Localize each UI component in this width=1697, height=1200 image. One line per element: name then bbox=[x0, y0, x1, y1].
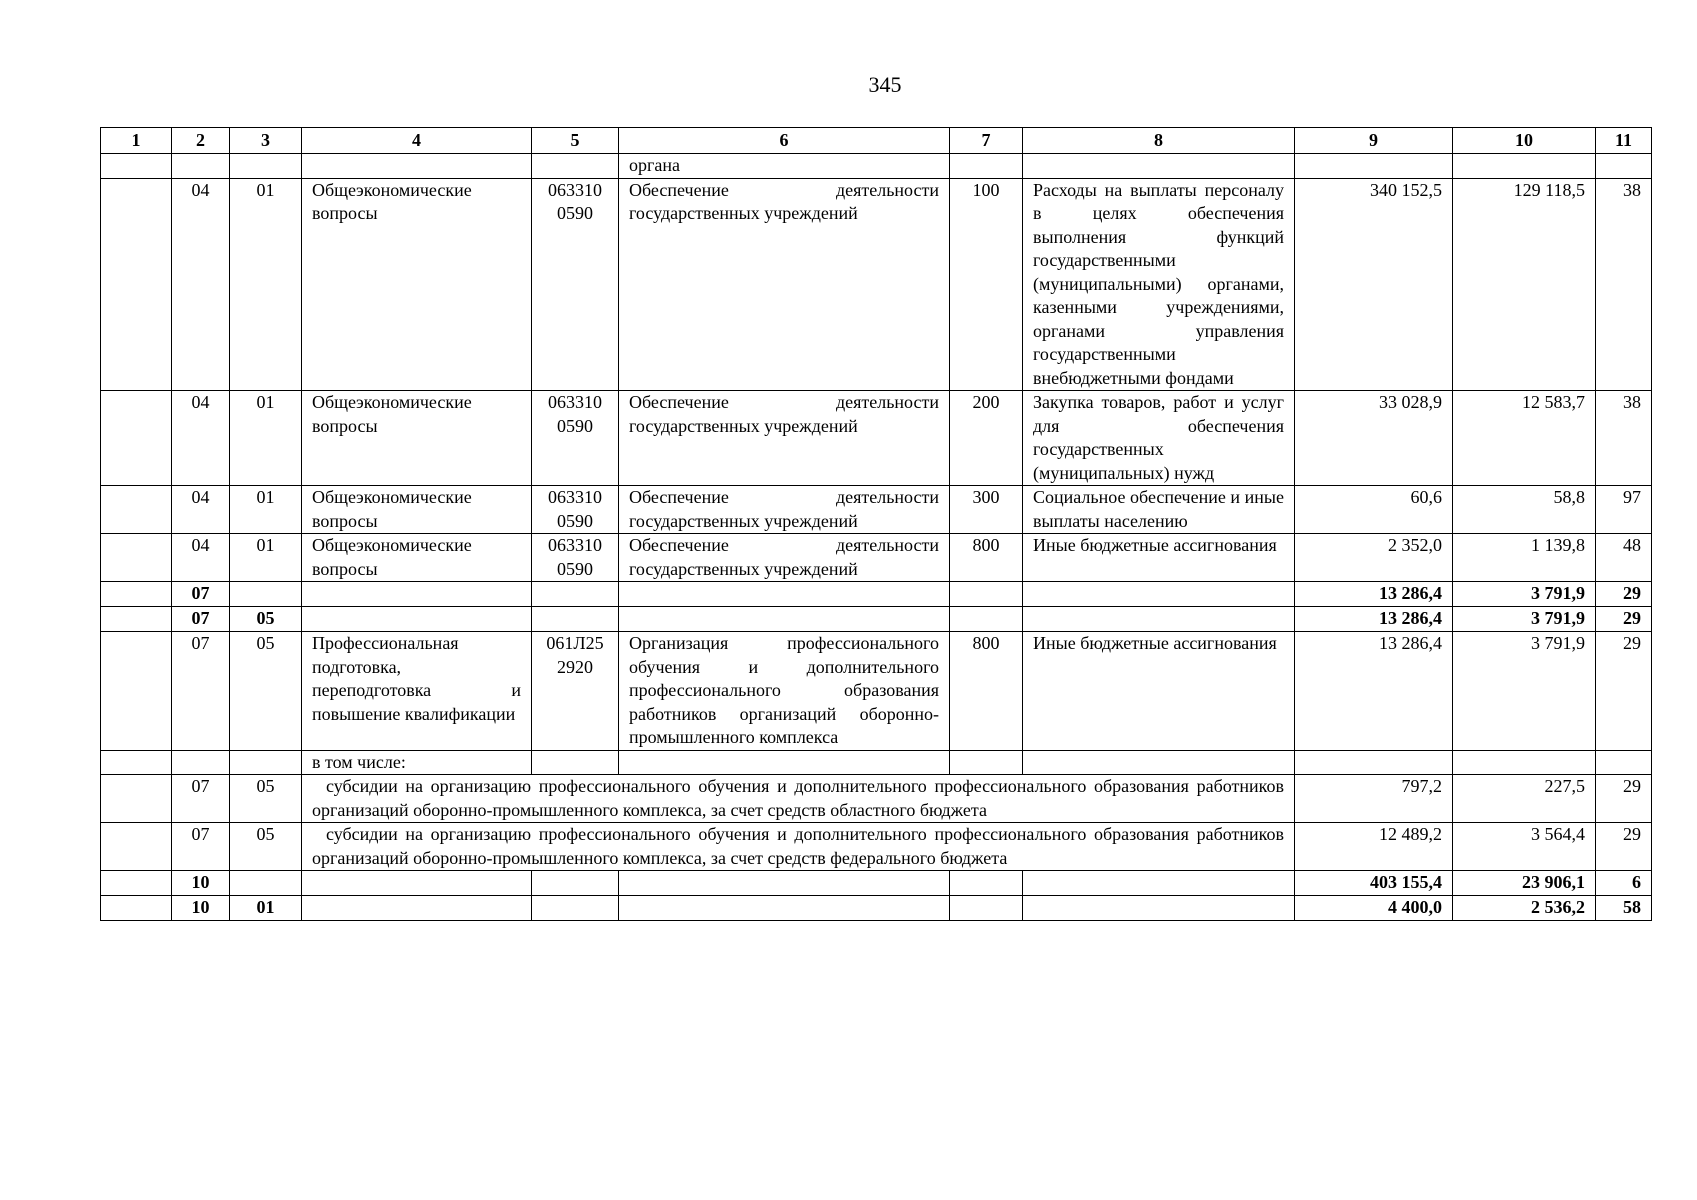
column-header: 1 bbox=[101, 128, 172, 154]
section-code: 10 bbox=[172, 871, 230, 896]
value-col10: 23 906,1 bbox=[1453, 871, 1596, 896]
column-header: 11 bbox=[1596, 128, 1652, 154]
value-col9: 12 489,2 bbox=[1295, 823, 1453, 871]
value-col10: 227,5 bbox=[1453, 775, 1596, 823]
total-row-section-10 bbox=[101, 871, 1652, 896]
table-row bbox=[101, 632, 1652, 751]
target-article-name: Обеспечение деятельности государственных учреждений bbox=[619, 486, 950, 534]
section-code: 04 bbox=[172, 534, 230, 582]
subsection-code: 01 bbox=[230, 534, 302, 582]
header-row bbox=[101, 128, 1652, 154]
including-row bbox=[101, 750, 1652, 775]
table-row bbox=[101, 486, 1652, 534]
section-code: 04 bbox=[172, 178, 230, 391]
value-col11: 97 bbox=[1596, 486, 1652, 534]
section-code: 07 bbox=[172, 632, 230, 751]
value-col11: 6 bbox=[1596, 871, 1652, 896]
value-col10: 3 564,4 bbox=[1453, 823, 1596, 871]
column-header: 3 bbox=[230, 128, 302, 154]
target-article-code: 063310 0590 bbox=[532, 534, 619, 582]
continuation-text: органа bbox=[619, 154, 950, 179]
value-col9: 340 152,5 bbox=[1295, 178, 1453, 391]
value-col10: 3 791,9 bbox=[1453, 632, 1596, 751]
subsection-code: 05 bbox=[230, 823, 302, 871]
subsection-code: 01 bbox=[230, 178, 302, 391]
value-col11: 29 bbox=[1596, 775, 1652, 823]
subsidy-row bbox=[101, 775, 1652, 823]
value-col11: 29 bbox=[1596, 632, 1652, 751]
value-col10: 2 536,2 bbox=[1453, 896, 1596, 921]
value-col10: 1 139,8 bbox=[1453, 534, 1596, 582]
subsection-name: Общеэкономические вопросы bbox=[302, 178, 532, 391]
expense-type-code: 100 bbox=[950, 178, 1023, 391]
value-col10: 3 791,9 bbox=[1453, 607, 1596, 632]
value-col11: 48 bbox=[1596, 534, 1652, 582]
column-header: 9 bbox=[1295, 128, 1453, 154]
expense-type-name: Социальное обеспечение и иные выплаты населению bbox=[1023, 486, 1295, 534]
value-col9: 403 155,4 bbox=[1295, 871, 1453, 896]
target-article-name: Обеспечение деятельности государственных учреждений bbox=[619, 534, 950, 582]
value-col11: 58 bbox=[1596, 896, 1652, 921]
expense-type-code: 800 bbox=[950, 632, 1023, 751]
value-col10: 129 118,5 bbox=[1453, 178, 1596, 391]
subsection-name: Общеэкономические вопросы bbox=[302, 486, 532, 534]
target-article-code: 063310 0590 bbox=[532, 391, 619, 486]
subsection-code: 05 bbox=[230, 607, 302, 632]
value-col9: 60,6 bbox=[1295, 486, 1453, 534]
target-article-code: 063310 0590 bbox=[532, 178, 619, 391]
table-row bbox=[101, 391, 1652, 486]
column-header: 5 bbox=[532, 128, 619, 154]
target-article-code: 061Л25 2920 bbox=[532, 632, 619, 751]
target-article-name: Организация профессионального обучения и дополнительного профессионального образования работников организаций оборонно-промышленного комплекса bbox=[619, 632, 950, 751]
column-header: 8 bbox=[1023, 128, 1295, 154]
total-row-section-07 bbox=[101, 582, 1652, 607]
subsection-code: 01 bbox=[230, 486, 302, 534]
subsection-code: 01 bbox=[230, 391, 302, 486]
value-col9: 4 400,0 bbox=[1295, 896, 1453, 921]
value-col9: 797,2 bbox=[1295, 775, 1453, 823]
expense-type-code: 300 bbox=[950, 486, 1023, 534]
expense-type-name: Закупка товаров, работ и услуг для обеспечения государственных (муниципальных) нужд bbox=[1023, 391, 1295, 486]
table-row bbox=[101, 178, 1652, 391]
expense-type-code: 200 bbox=[950, 391, 1023, 486]
expense-type-name: Иные бюджетные ассигнования bbox=[1023, 632, 1295, 751]
section-code: 04 bbox=[172, 391, 230, 486]
value-col10: 58,8 bbox=[1453, 486, 1596, 534]
value-col11: 38 bbox=[1596, 391, 1652, 486]
value-col9: 13 286,4 bbox=[1295, 607, 1453, 632]
subsection-code: 05 bbox=[230, 632, 302, 751]
including-label: в том числе: bbox=[302, 750, 532, 775]
continuation-row bbox=[101, 154, 1652, 179]
expense-type-name: Расходы на выплаты персоналу в целях обеспечения выполнения функций государственными (муниципальными) органами, казенными учреждениями, органами управления государственными внебюджетными фондами bbox=[1023, 178, 1295, 391]
expense-type-name: Иные бюджетные ассигнования bbox=[1023, 534, 1295, 582]
value-col9: 13 286,4 bbox=[1295, 632, 1453, 751]
section-code: 07 bbox=[172, 582, 230, 607]
column-header: 10 bbox=[1453, 128, 1596, 154]
subsidy-row bbox=[101, 823, 1652, 871]
target-article-name: Обеспечение деятельности государственных учреждений bbox=[619, 178, 950, 391]
value-col9: 13 286,4 bbox=[1295, 582, 1453, 607]
total-row-subsection-1001 bbox=[101, 896, 1652, 921]
value-col11: 29 bbox=[1596, 823, 1652, 871]
target-article-name: Обеспечение деятельности государственных учреждений bbox=[619, 391, 950, 486]
subsection-code: 01 bbox=[230, 896, 302, 921]
total-row-subsection-0705 bbox=[101, 607, 1652, 632]
subsidy-description: субсидии на организацию профессионального обучения и дополнительного профессионального образования работников организаций оборонно-промышленного комплекса, за счет средств федерального бюджета bbox=[302, 823, 1295, 871]
column-header: 2 bbox=[172, 128, 230, 154]
subsection-name: Профессиональная подготовка, переподготовка и повышение квалификации bbox=[302, 632, 532, 751]
column-header: 6 bbox=[619, 128, 950, 154]
column-header: 4 bbox=[302, 128, 532, 154]
page-number: 345 bbox=[868, 72, 902, 97]
value-col9: 2 352,0 bbox=[1295, 534, 1453, 582]
column-header: 7 bbox=[950, 128, 1023, 154]
value-col11: 38 bbox=[1596, 178, 1652, 391]
subsection-code: 05 bbox=[230, 775, 302, 823]
target-article-code: 063310 0590 bbox=[532, 486, 619, 534]
subsection-name: Общеэкономические вопросы bbox=[302, 534, 532, 582]
subsection-name: Общеэкономические вопросы bbox=[302, 391, 532, 486]
subsidy-description: субсидии на организацию профессионального обучения и дополнительного профессионального образования работников организаций оборонно-промышленного комплекса, за счет средств областного бюджета bbox=[302, 775, 1295, 823]
value-col11: 29 bbox=[1596, 607, 1652, 632]
budget-table bbox=[100, 127, 1652, 921]
table-row bbox=[101, 534, 1652, 582]
section-code: 07 bbox=[172, 607, 230, 632]
value-col10: 3 791,9 bbox=[1453, 582, 1596, 607]
expense-type-code: 800 bbox=[950, 534, 1023, 582]
value-col11: 29 bbox=[1596, 582, 1652, 607]
section-code: 07 bbox=[172, 823, 230, 871]
value-col10: 12 583,7 bbox=[1453, 391, 1596, 486]
value-col9: 33 028,9 bbox=[1295, 391, 1453, 486]
section-code: 04 bbox=[172, 486, 230, 534]
section-code: 07 bbox=[172, 775, 230, 823]
section-code: 10 bbox=[172, 896, 230, 921]
